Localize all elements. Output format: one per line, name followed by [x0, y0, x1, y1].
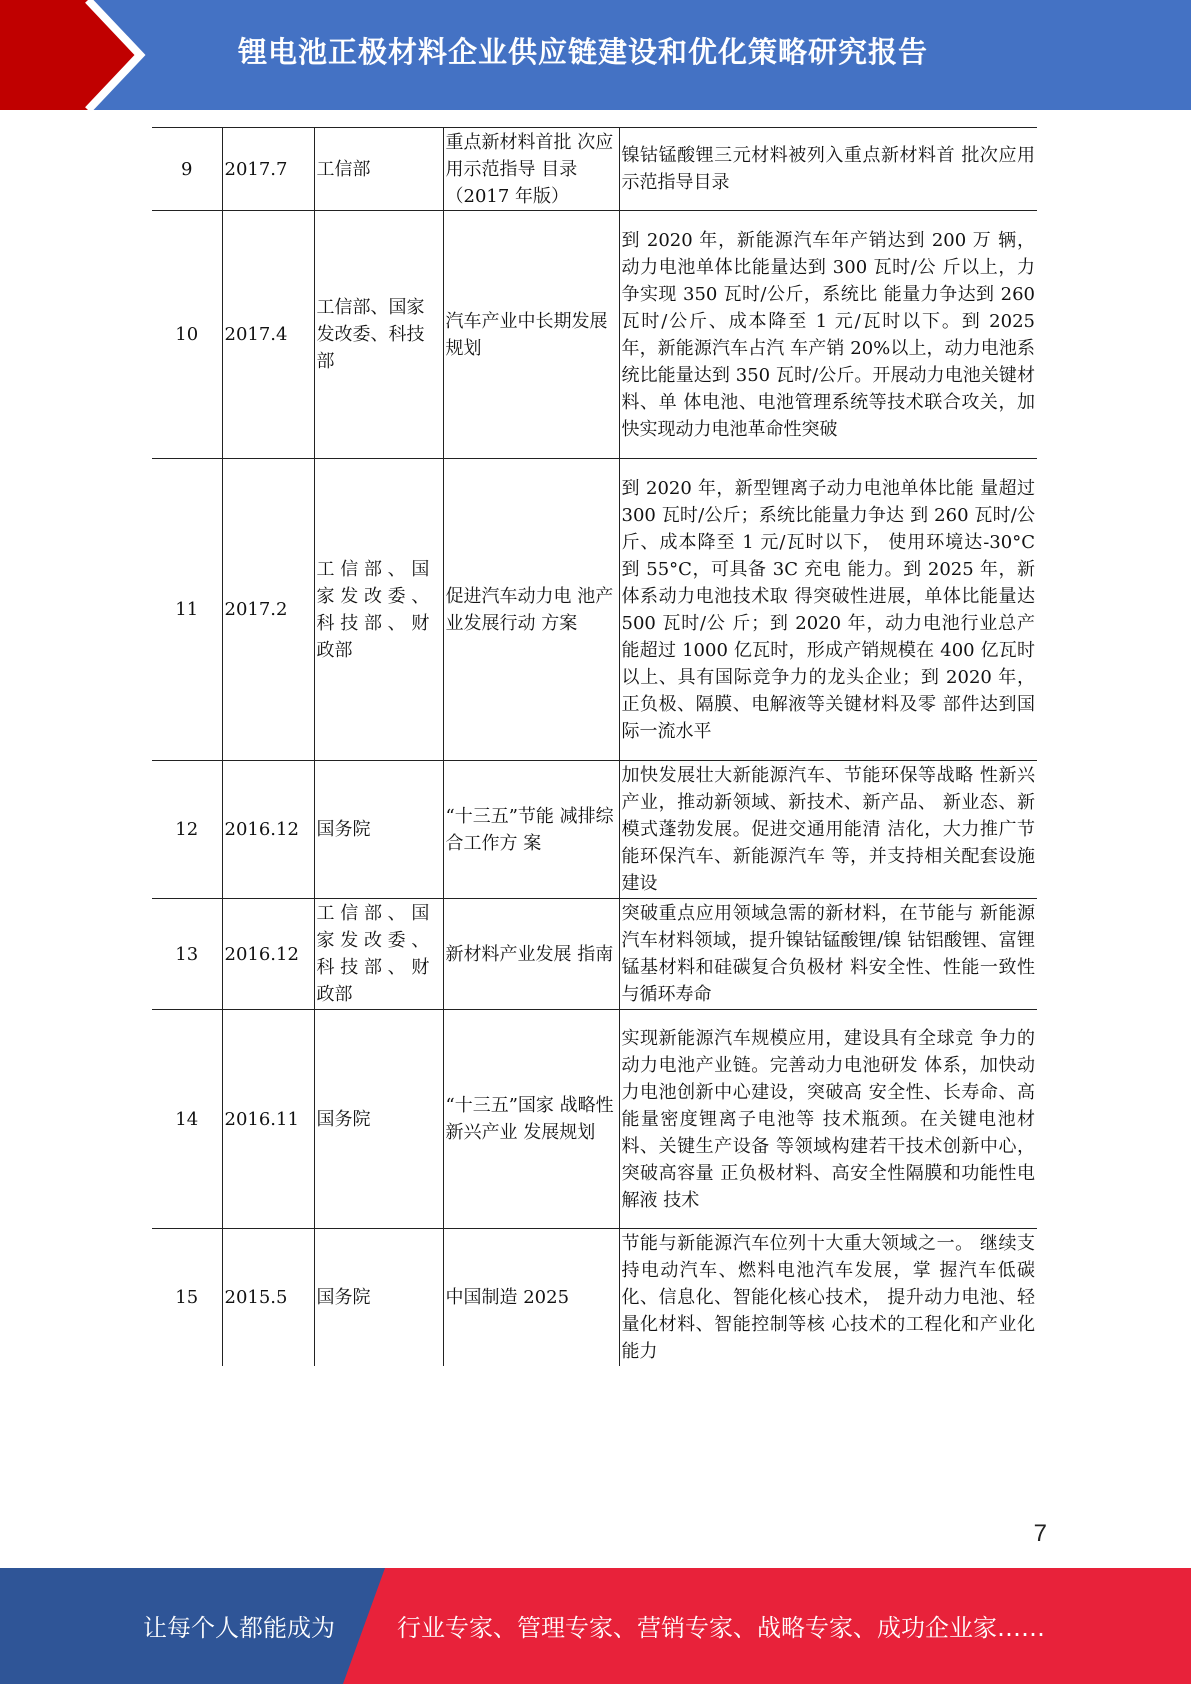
row-policy: “十三五”节能 减排综合工作方 案: [443, 761, 619, 899]
row-policy: 促进汽车动力电 池产业发展行动 方案: [443, 459, 619, 761]
row-department: 工 信 部 、 国 家 发 改 委 、 科 技 部 、 财 政部: [314, 899, 443, 1010]
row-content: 到 2020 年，新型锂离子动力电池单体比能 量超过 300 瓦时/公斤；系统比能量力争达 到 260 瓦时/公斤、成本降至 1 元/瓦时以下， 使用环境达-30°C 到 55°C，可具备 3C 充电 能力。到 2025 年，新体系动力电池技术取 得突破性进展，单体比能量达 500 瓦时/公 斤；到 2020 年，动力电池行业总产能超过 1000 亿瓦时，形成产销规模在 400 亿瓦时 以上、具有国际竞争力的龙头企业；到 2020 年，正负极、隔膜、电解液等关键材料及零 部件达到国际一流水平: [619, 459, 1037, 761]
row-policy: 重点新材料首批 次应用示范指导 目录（2017 年版）: [443, 128, 619, 211]
report-title: 锂电池正极材料企业供应链建设和优化策略研究报告: [238, 35, 929, 69]
row-date: 2016.12: [222, 761, 314, 899]
row-content: 突破重点应用领域急需的新材料，在节能与 新能源汽车材料领域，提升镍钴锰酸锂/镍 钴铝酸锂、富锂锰基材料和硅碳复合负极材 料安全性、性能一致性与循环寿命: [619, 899, 1037, 1010]
row-policy: 汽车产业中长期发展规划: [443, 211, 619, 459]
header-red-chevron: [0, 0, 150, 110]
table-row: [152, 211, 1037, 459]
page-header: [0, 0, 1191, 110]
row-content: 加快发展壮大新能源汽车、节能环保等战略 性新兴产业，推动新领域、新技术、新产品、 新业态、新模式蓬勃发展。促进交通用能清 洁化，大力推广节能环保汽车、新能源汽车 等，并支持相关配套设施建设: [619, 761, 1037, 899]
row-policy: 中国制造 2025: [443, 1229, 619, 1366]
row-date: 2015.5: [222, 1229, 314, 1366]
policy-table-container: [152, 127, 1037, 1366]
row-number: 10: [152, 211, 222, 459]
row-number: 15: [175, 1286, 199, 1308]
policy-table: [152, 127, 1037, 1366]
row-content: 到 2020 年，新能源汽车年产销达到 200 万 辆，动力电池单体比能量达到 300 瓦时/公 斤以上，力争实现 350 瓦时/公斤，系统比 能量力争达到 260 瓦时/公斤、成本降至 1 元/瓦时以下。到 2025 年，新能源汽车占汽 车产销 20%以上，动力电池系统比能量达到 350 瓦时/公斤。开展动力电池关键材料、单 体电池、电池管理系统等技术联合攻关，加 快实现动力电池革命性突破: [619, 211, 1037, 459]
table-row: [152, 1229, 1037, 1366]
row-department: 国务院: [314, 761, 443, 899]
row-department: 国务院: [314, 1010, 443, 1229]
row-number: 9: [152, 128, 222, 211]
table-row: [152, 761, 1037, 899]
row-date: 2017.4: [222, 211, 314, 459]
table-row: [152, 1010, 1037, 1229]
row-number: 12: [152, 761, 222, 899]
row-date: 2017.2: [222, 459, 314, 761]
row-department: 工信部、国家发改委、科技部: [314, 211, 443, 459]
row-number: 14: [152, 1010, 222, 1229]
row-number: 13: [152, 899, 222, 1010]
row-number: 11: [152, 459, 222, 761]
row-policy: 新材料产业发展 指南: [443, 899, 619, 1010]
table-row: [152, 128, 1037, 211]
row-content: 镍钴锰酸锂三元材料被列入重点新材料首 批次应用示范指导目录: [619, 128, 1037, 211]
table-row: [152, 899, 1037, 1010]
row-department: 工 信 部 、 国 家 发 改 委 、 科 技 部 、 财 政部: [314, 459, 443, 761]
row-date: 2016.12: [222, 899, 314, 1010]
footer-slogan-right: 行业专家、管理专家、营销专家、战略专家、成功企业家……: [397, 1614, 1045, 1642]
row-department: 工信部: [314, 128, 443, 211]
page-footer: [0, 1568, 1191, 1684]
table-row: [152, 459, 1037, 761]
row-content: 实现新能源汽车规模应用，建设具有全球竞 争力的动力电池产业链。完善动力电池研发 体系，加快动力电池创新中心建设，突破高 安全性、长寿命、高能量密度锂离子电池等 技术瓶颈。在关键电池材料、关键生产设备 等领域构建若干技术创新中心，突破高容量 正负极材料、高安全性隔膜和功能性电解液 技术: [619, 1010, 1037, 1229]
page-number: 7: [1033, 1520, 1047, 1547]
row-content: 节能与新能源汽车位列十大重大领域之一。 继续支持电动汽车、燃料电池汽车发展，掌 握汽车低碳化、信息化、智能化核心技术， 提升动力电池、轻量化材料、智能控制等核 心技术的工程化和产业化能力: [619, 1229, 1037, 1366]
footer-slogan-left: 让每个人都能成为: [143, 1614, 335, 1642]
row-date: 2016.11: [222, 1010, 314, 1229]
row-date: 2017.7: [222, 128, 314, 211]
row-policy: “十三五”国家 战略性新兴产业 发展规划: [443, 1010, 619, 1229]
row-department: 国务院: [314, 1229, 443, 1366]
